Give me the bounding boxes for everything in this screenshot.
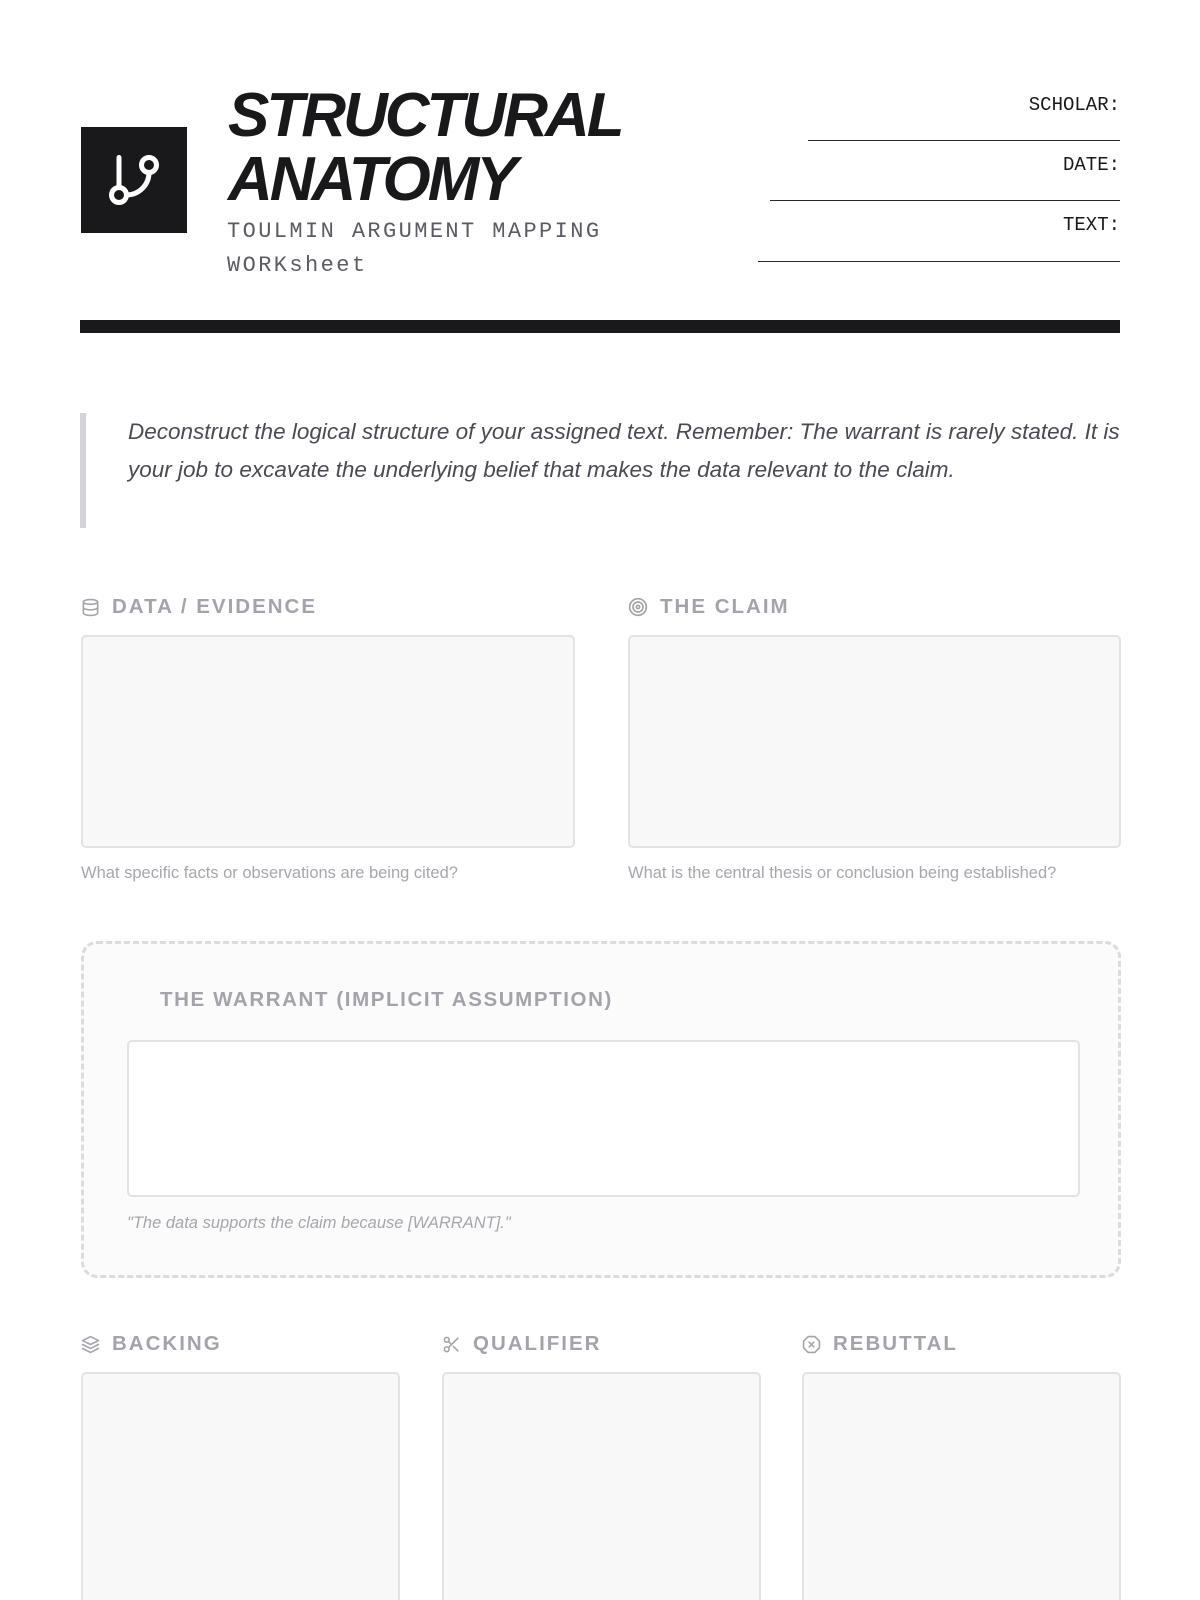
title-line-2: ANATOMY (228, 145, 515, 214)
rebuttal-label: REBUTTAL (833, 1332, 958, 1355)
date-label: DATE: (1062, 154, 1120, 176)
qualifier-label: QUALIFIER (473, 1332, 602, 1355)
claim-heading (628, 595, 790, 619)
rebuttal-heading (802, 1332, 958, 1356)
qualifier-input[interactable] (442, 1372, 761, 1600)
instructions: Deconstruct the logical structure of your assigned text. Remember: The warrant is rarely stated. It is your job to excavate the underlying belief that makes the data relevant to the claim. (80, 413, 1120, 528)
warrant-panel (81, 941, 1121, 1278)
scholar-label: SCHOLAR: (1028, 94, 1120, 116)
page-subtitle: TOULMIN ARGUMENT MAPPING WORKsheet (227, 219, 602, 278)
shield-x-icon (802, 1335, 821, 1354)
database-icon (81, 598, 100, 617)
git-branch-icon (104, 150, 164, 210)
text-field[interactable] (758, 261, 1120, 262)
data-evidence-hint: What specific facts or observations are being cited? (81, 864, 458, 882)
backing-heading (81, 1332, 222, 1356)
text-label: TEXT: (1062, 214, 1120, 236)
backing-label: BACKING (112, 1332, 222, 1355)
claim-hint: What is the central thesis or conclusion being established? (628, 864, 1057, 882)
layers-icon (81, 1335, 100, 1354)
rebuttal-input[interactable] (802, 1372, 1121, 1600)
claim-label: THE CLAIM (660, 595, 790, 618)
backing-input[interactable] (81, 1372, 400, 1600)
scholar-field[interactable] (808, 140, 1120, 141)
target-icon (628, 597, 648, 617)
title-line-1: STRUCTURAL (228, 81, 622, 150)
page-title (228, 81, 622, 214)
claim-input[interactable] (628, 635, 1121, 848)
logo (81, 127, 187, 233)
data-evidence-label: DATA / EVIDENCE (112, 595, 318, 618)
data-evidence-heading (81, 595, 317, 619)
warrant-label: THE WARRANT (IMPLICIT ASSUMPTION) (160, 988, 613, 1011)
qualifier-heading (442, 1332, 601, 1356)
date-field[interactable] (770, 200, 1120, 201)
header-divider (80, 320, 1120, 333)
warrant-input[interactable] (127, 1040, 1080, 1197)
warrant-hint: "The data supports the claim because [WARRANT]." (127, 1214, 511, 1232)
data-evidence-input[interactable] (81, 635, 575, 848)
scissors-icon (442, 1335, 461, 1354)
